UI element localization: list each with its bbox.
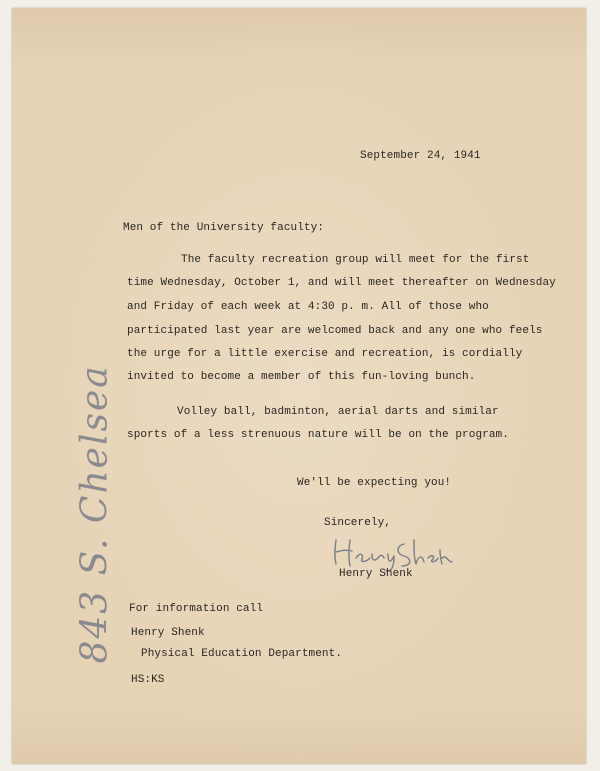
- paragraph-line: sports of a less strenuous nature will be on the program.: [127, 429, 509, 441]
- valediction: Sincerely,: [324, 517, 392, 529]
- paragraph-line: participated last year are welcomed back and any one who feels: [127, 325, 543, 337]
- info-line: Henry Shenk: [131, 627, 205, 639]
- signature: [330, 532, 455, 572]
- typist-initials: HS:KS: [131, 674, 165, 686]
- info-line: For information call: [129, 603, 264, 615]
- paragraph-line: The faculty recreation group will meet for the first: [181, 254, 530, 266]
- paragraph-line: and Friday of each week at 4:30 p. m. All of those who: [127, 301, 489, 313]
- margin-address-note: 843 S. Chelsea: [74, 364, 116, 664]
- paragraph-line: Volley ball, badminton, aerial darts and similar: [177, 406, 499, 418]
- letter-date: September 24, 1941: [360, 150, 481, 162]
- typed-name: Henry Shenk: [339, 568, 413, 580]
- closing-line: We'll be expecting you!: [297, 477, 452, 489]
- info-line: Physical Education Department.: [141, 648, 343, 660]
- paragraph-line: time Wednesday, October 1, and will meet thereafter on Wednesday: [127, 277, 556, 289]
- salutation: Men of the University faculty:: [123, 222, 325, 234]
- letter-page: [12, 8, 586, 764]
- paragraph-line: the urge for a little exercise and recreation, is cordially: [127, 348, 523, 360]
- paragraph-line: invited to become a member of this fun-loving bunch.: [127, 371, 476, 383]
